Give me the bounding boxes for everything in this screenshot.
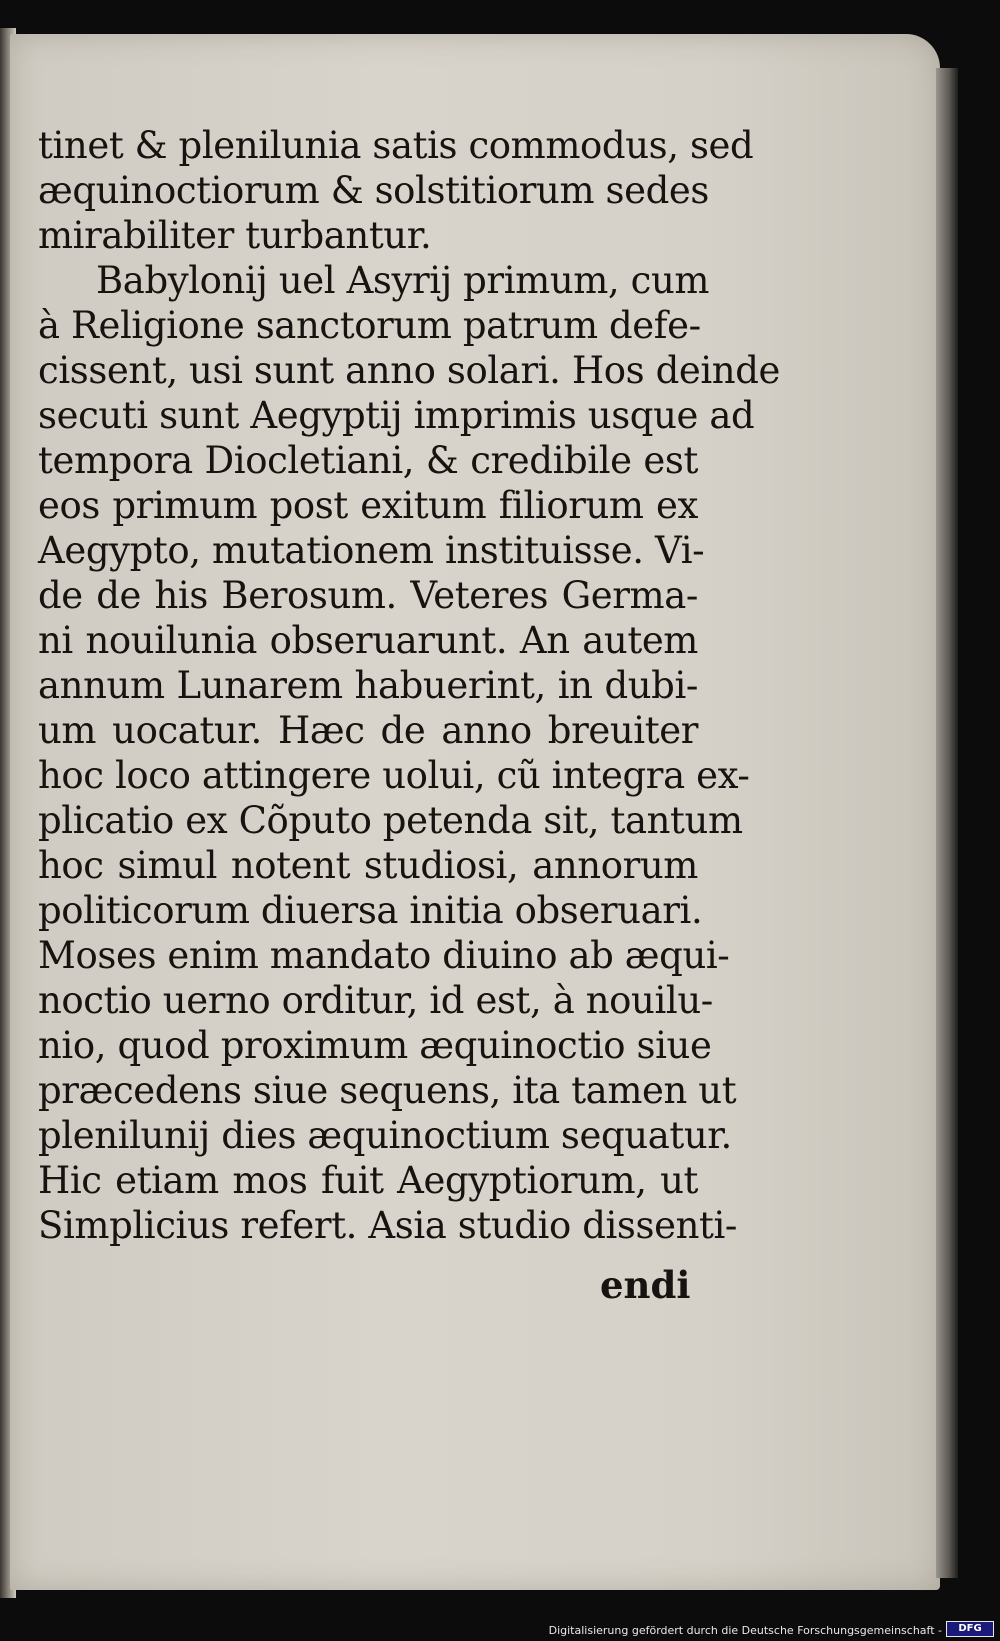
catchword: endi xyxy=(600,1263,691,1307)
text-line-4: Babylonij uel Asyrij primum, cum xyxy=(96,259,710,302)
text-line-5: à Religione sanctorum patrum defe- xyxy=(38,304,701,347)
text-line-24: Hic etiam mos fuit Aegyptiorum, ut xyxy=(38,1159,698,1202)
text-line-18: politicorum diuersa initia obseruari. xyxy=(38,889,703,932)
text-line-23: plenilunij dies æquinoctium sequatur. xyxy=(38,1114,732,1157)
text-line-15: hoc loco attingere uolui, cũ integra ex- xyxy=(38,754,750,797)
text-line-16: plicatio ex Cõputo petenda sit, tantum xyxy=(38,799,743,842)
text-line-12: ni nouilunia obseruarunt. An autem xyxy=(38,619,698,662)
text-line-10: Aegypto, mutationem instituisse. Vi- xyxy=(38,529,705,572)
text-line-21: nio, quod proximum æquinoctio siue xyxy=(38,1024,712,1067)
text-line-13: annum Lunarem habuerint, in dubi- xyxy=(38,664,698,707)
footer-credit: Digitalisierung gefördert durch die Deutsche Forschungsgemeinschaft - xyxy=(548,1624,942,1637)
text-line-22: præcedens siue sequens, ita tamen ut xyxy=(38,1069,737,1112)
text-line-2: æquinoctiorum & solstitiorum sedes xyxy=(38,169,709,212)
page-scan xyxy=(0,28,958,1598)
dfg-logo: DFG xyxy=(946,1621,994,1637)
text-line-20: noctio uerno orditur, id est, à nouilu- xyxy=(38,979,713,1022)
text-line-19: Moses enim mandato diuino ab æqui- xyxy=(38,934,730,977)
text-line-3: mirabiliter turbantur. xyxy=(38,214,432,257)
text-line-1: tinet & plenilunia satis commodus, sed xyxy=(38,124,754,167)
text-line-14: um uocatur. Hæc de anno breuiter xyxy=(38,709,698,752)
page-edge-right xyxy=(936,68,958,1578)
text-line-17: hoc simul notent studiosi, annorum xyxy=(38,844,698,887)
text-block xyxy=(38,123,781,1248)
text-line-25: Simplicius refert. Asia studio dissenti- xyxy=(38,1204,738,1247)
text-line-11: de de his Berosum. Veteres Germa- xyxy=(38,574,698,617)
text-line-9: eos primum post exitum filiorum ex xyxy=(38,484,698,527)
text-line-6: cissent, usi sunt anno solari. Hos deinde xyxy=(38,349,781,392)
text-line-7: secuti sunt Aegyptij imprimis usque ad xyxy=(38,394,755,437)
text-line-8: tempora Diocletiani, & credibile est xyxy=(38,439,698,482)
